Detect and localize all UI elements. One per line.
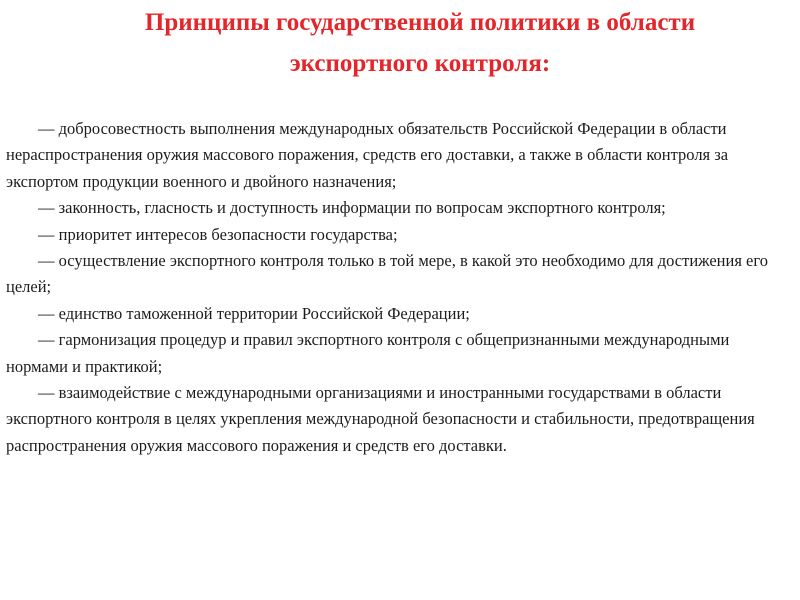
principle-good-faith: — добросовестность выполнения международных обязательств Российской Федерации в области нераспространения оружия массового поражения, средств его доставки, а также в области контроля за экспортом продукции военного и двойного назначения; — [6, 119, 729, 191]
slide-title — [40, 2, 800, 84]
principle-customs-territory-unity: — единство таможенной территории Российской Федерации; — [38, 303, 470, 323]
slide-title-line-1: Принципы государственной политики в области — [144, 9, 696, 36]
principles-list — [6, 116, 776, 459]
principle-harmonization: — гармонизация процедур и правил экспортного контроля с общепризнанными международными нормами и практикой; — [6, 330, 730, 376]
slide-title-line-2: экспортного контроля: — [289, 50, 551, 77]
principle-state-security-priority: — приоритет интересов безопасности государства; — [38, 224, 398, 244]
principle-international-cooperation: — взаимодействие с международными организациями и иностранными государствами в области экспортного контроля в целях укрепления международной безопасности и стабильности, предотвращения распространения оружия массового поражения и средств его доставки. — [6, 383, 755, 455]
principle-proportionality: — осуществление экспортного контроля только в той мере, в какой это необходимо для достижения его целей; — [6, 251, 768, 297]
principle-legality-publicity: — законность, гласность и доступность информации по вопросам экспортного контроля; — [38, 198, 666, 218]
